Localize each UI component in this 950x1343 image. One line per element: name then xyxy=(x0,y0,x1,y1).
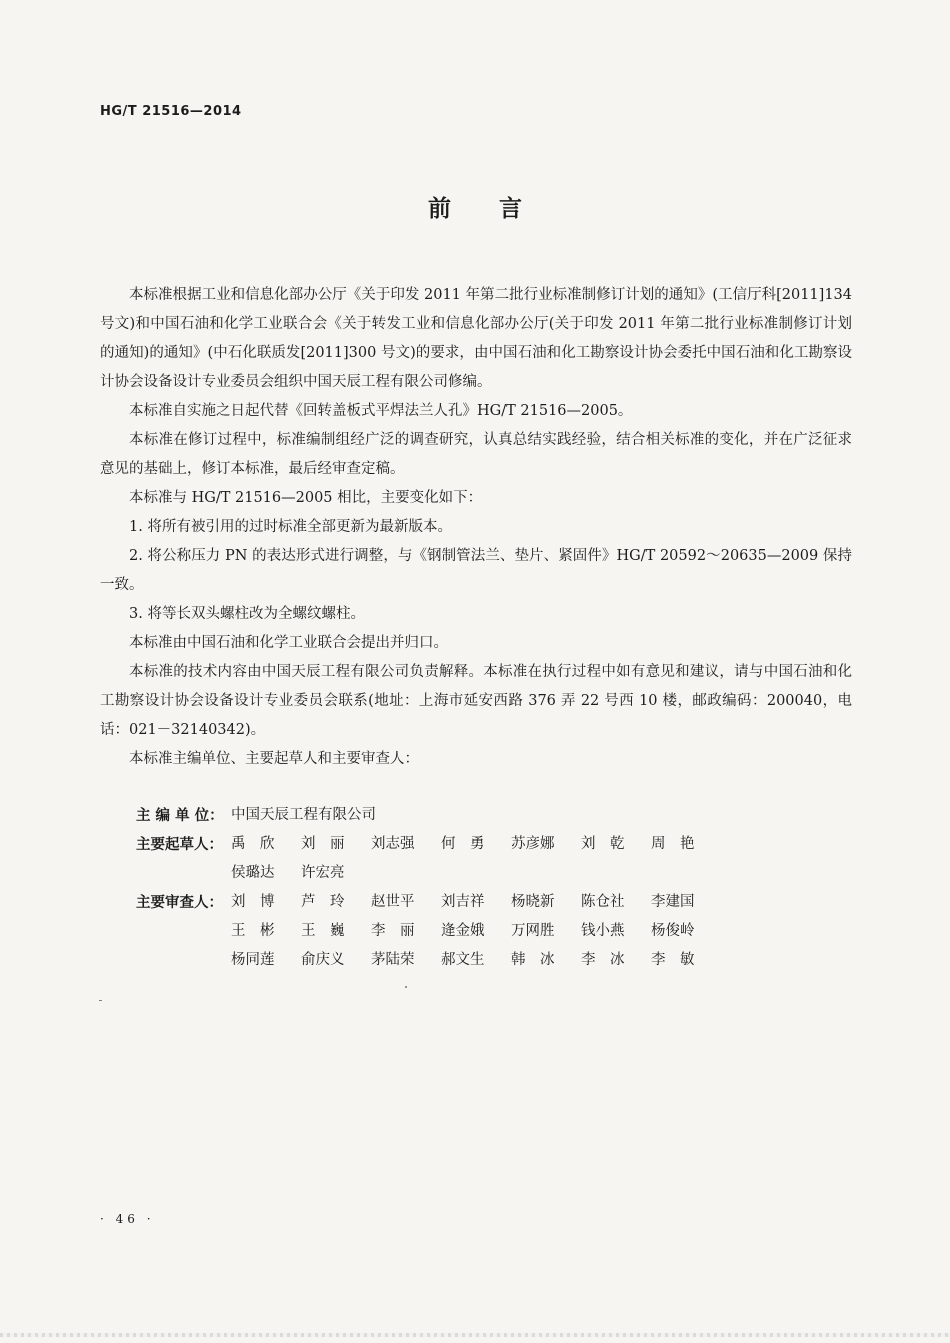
reviewer-name: 逄金娥 xyxy=(441,923,485,939)
preface-body xyxy=(100,281,852,774)
reviewer-name: 韩 冰 xyxy=(511,952,555,968)
reviewers-label: 主要审查人： xyxy=(136,894,223,911)
editor-label: 主 编 单 位： xyxy=(136,807,224,824)
reviewers-row-3 xyxy=(136,946,721,975)
drafters-row-1 xyxy=(136,830,721,859)
reviewer-name: 杨同莲 xyxy=(231,952,275,968)
reviewer-name: 李 冰 xyxy=(581,952,625,968)
drafter-name: 刘 丽 xyxy=(301,836,345,852)
change-item-2: 2. 将公称压力 PN 的表达形式进行调整，与《钢制管法兰、垫片、紧固件》HG/T 20592～20635—2009 保持一致。 xyxy=(100,548,852,593)
change-item-3: 3. 将等长双头螺柱改为全螺纹螺柱。 xyxy=(129,606,365,622)
reviewer-name: 王 巍 xyxy=(301,923,345,939)
reviewer-name: 钱小燕 xyxy=(581,923,625,939)
change-item-1: 1. 将所有被引用的过时标准全部更新为最新版本。 xyxy=(129,519,452,535)
reviewer-name: 赵世平 xyxy=(371,894,415,910)
paragraph-changes-intro: 本标准与 HG/T 21516—2005 相比，主要变化如下： xyxy=(129,490,483,506)
title-char-2: 言 xyxy=(499,196,522,222)
reviewer-name: 郝文生 xyxy=(441,952,485,968)
scan-speck xyxy=(99,1000,102,1001)
reviewer-name: 刘 博 xyxy=(231,894,275,910)
reviewer-name: 刘吉祥 xyxy=(441,894,485,910)
drafters-row-2 xyxy=(136,859,721,888)
reviewers-row-2 xyxy=(136,917,721,946)
scan-speck xyxy=(405,986,407,988)
paragraph-revision-basis: 本标准根据工业和信息化部办公厅《关于印发 2011 年第二批行业标准制修订计划的通知》(工信厅科[2011]134 号文)和中国石油和化学工业联合会《关于转发工业和信息化部办公厅(关于印发 2011 年第二批行业标准制修订计划的通知)的通知》(中石化联质发[2011]300 号文)的要求，由中国石油和化工勘察设计协会委托中国石油和化工勘察设计协会设备设计专业委员会组织中国天辰工程有限公司修编。 xyxy=(100,287,852,390)
title-char-1: 前 xyxy=(428,196,451,222)
drafters-label: 主要起草人： xyxy=(136,836,223,853)
editor-unit: 中国天辰工程有限公司 xyxy=(231,807,376,823)
drafter-name: 周 艳 xyxy=(651,836,695,852)
drafter-name: 侯璐达 xyxy=(231,865,275,881)
reviewer-name: 李建国 xyxy=(651,894,695,910)
reviewer-name: 杨晓新 xyxy=(511,894,555,910)
standard-code: HG/T 21516—2014 xyxy=(100,104,242,119)
drafter-name: 何 勇 xyxy=(441,836,485,852)
paragraph-staff-intro: 本标准主编单位、主要起草人和主要审查人： xyxy=(129,751,419,767)
reviewer-name: 俞庆义 xyxy=(301,952,345,968)
paragraph-proposed-by: 本标准由中国石油和化学工业联合会提出并归口。 xyxy=(129,635,448,651)
reviewer-name: 王 彬 xyxy=(231,923,275,939)
reviewer-name: 万网胜 xyxy=(511,923,555,939)
reviewer-name: 李 敏 xyxy=(651,952,695,968)
editor-row xyxy=(136,801,721,830)
paragraph-revision-process: 本标准在修订过程中，标准编制组经广泛的调查研究，认真总结实践经验，结合相关标准的变化，并在广泛征求意见的基础上，修订本标准，最后经审查定稿。 xyxy=(100,432,852,477)
drafter-name: 禹 欣 xyxy=(231,836,275,852)
paragraph-replaces: 本标准自实施之日起代替《回转盖板式平焊法兰人孔》HG/T 21516—2005。 xyxy=(129,403,633,419)
staff-list xyxy=(136,801,721,975)
reviewer-name: 茅陆荣 xyxy=(371,952,415,968)
reviewer-name: 李 丽 xyxy=(371,923,415,939)
reviewer-name: 芦 玲 xyxy=(301,894,345,910)
page-title xyxy=(0,190,950,223)
reviewers-row-1 xyxy=(136,888,721,917)
drafter-name: 刘 乾 xyxy=(581,836,625,852)
drafter-name: 苏彦娜 xyxy=(511,836,555,852)
drafter-name: 许宏亮 xyxy=(301,865,345,881)
scan-edge xyxy=(0,1333,950,1337)
reviewer-name: 陈仓社 xyxy=(581,894,625,910)
paragraph-interpretation: 本标准的技术内容由中国天辰工程有限公司负责解释。本标准在执行过程中如有意见和建议，请与中国石油和化工勘察设计协会设备设计专业委员会联系(地址：上海市延安西路 376 弄 22 号西 10 楼，邮政编码：200040，电话：021－32140342)。 xyxy=(100,664,852,738)
reviewer-name: 杨俊岭 xyxy=(651,923,695,939)
drafter-name: 刘志强 xyxy=(371,836,415,852)
page-number: · 46 · xyxy=(100,1212,155,1226)
